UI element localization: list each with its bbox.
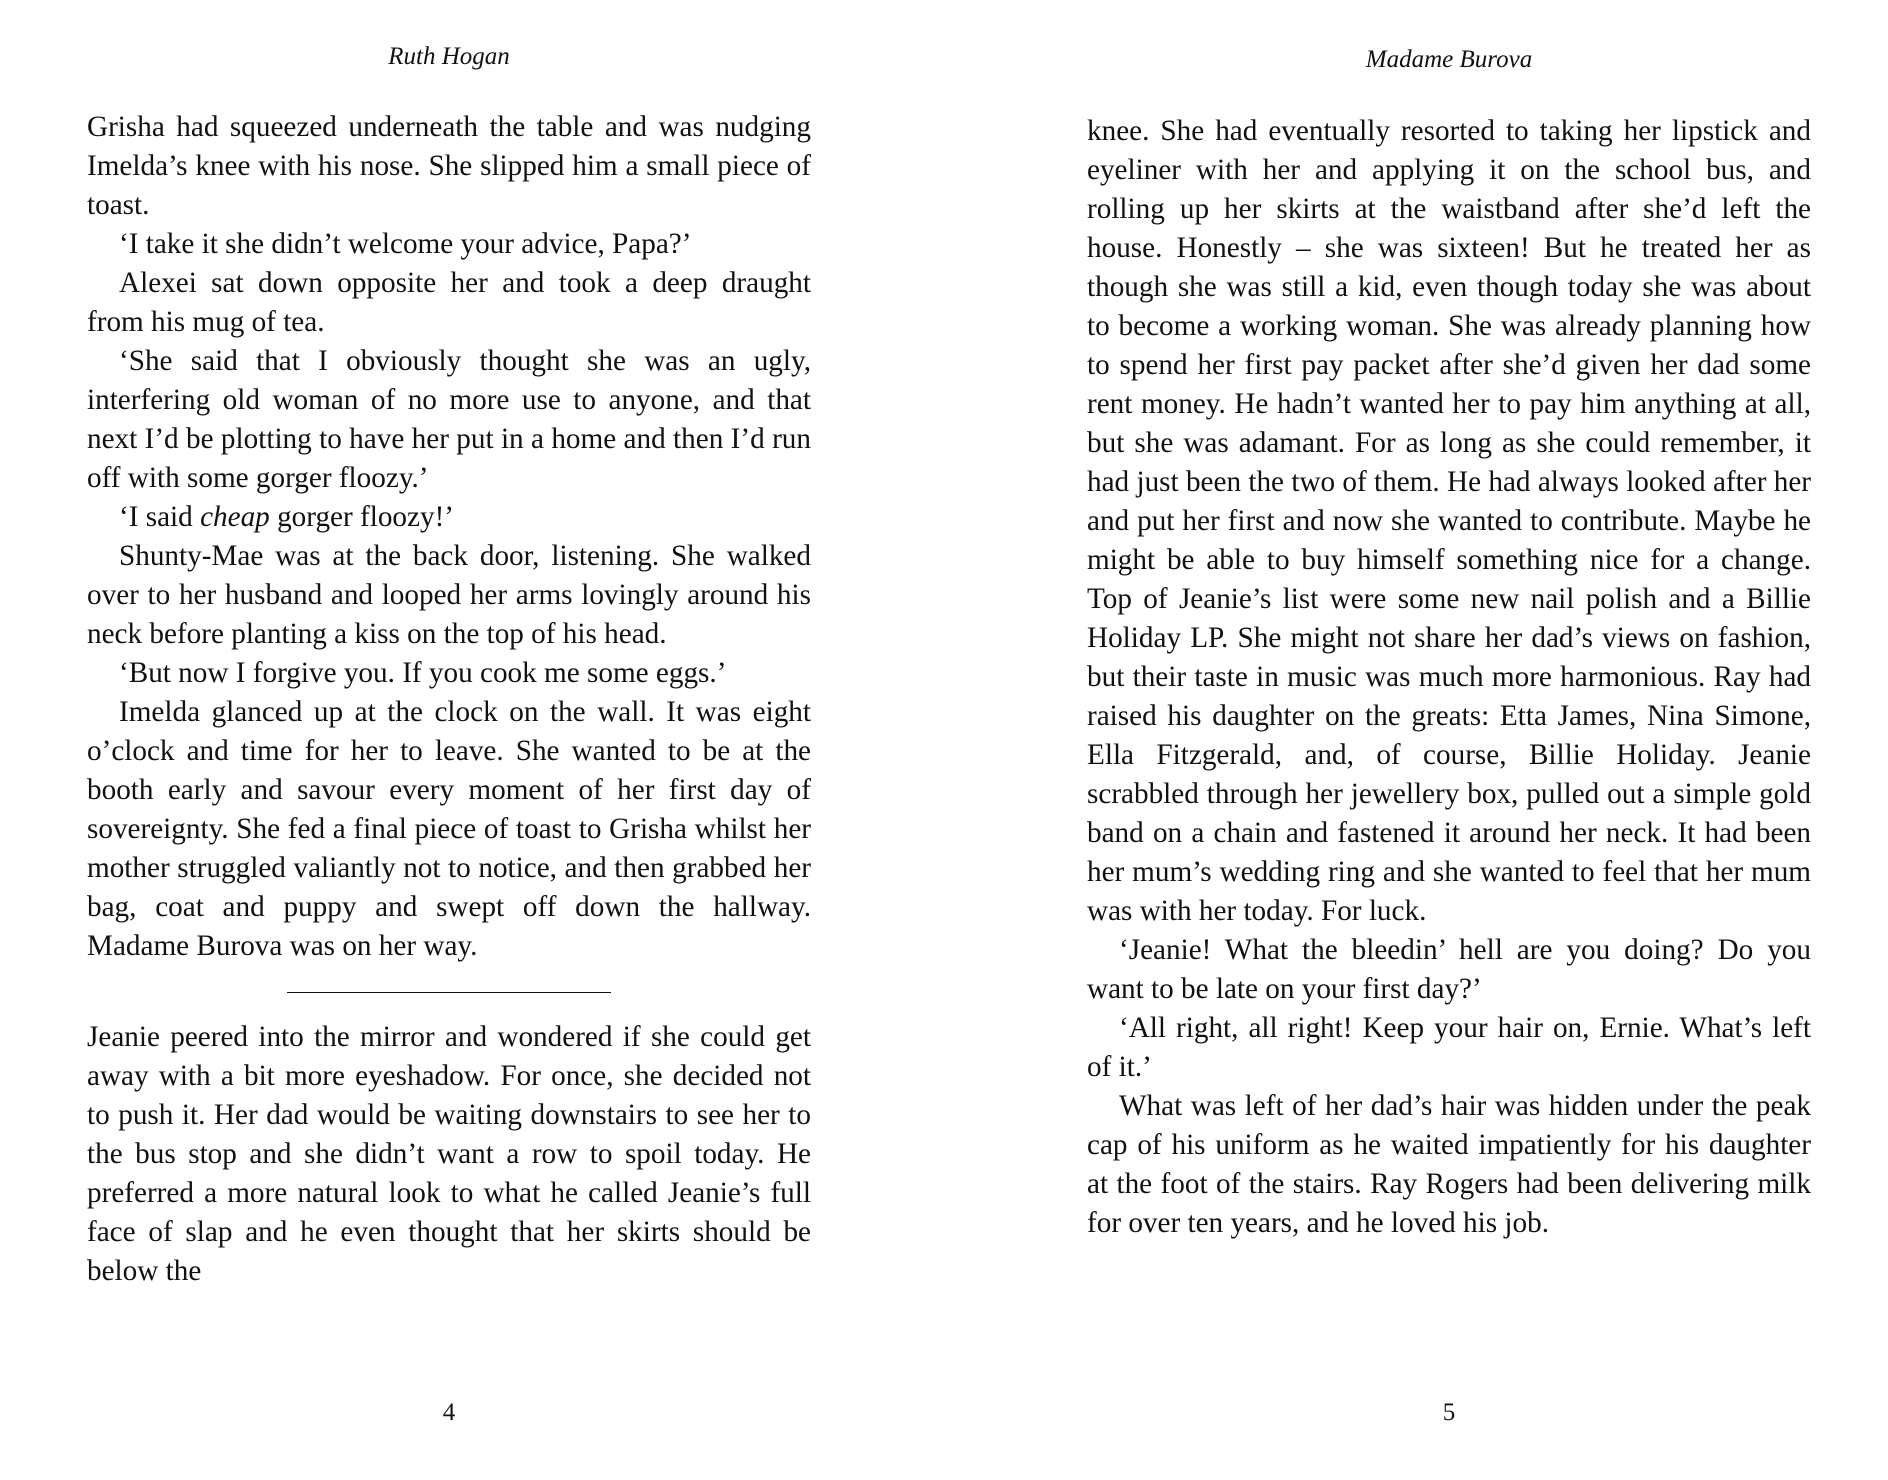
emphasized-word: cheap (200, 501, 270, 533)
paragraph: ‘But now I forgive you. If you cook me some eggs.’ (119, 657, 727, 689)
paragraph: Jeanie peered into the mirror and wondered if she could get away with a bit more eyeshadow. For once, she decided not to push it. Her dad would be waiting downstairs to see her to the bus stop and she didn’t want a row to spoil today. He preferred a more natural look to what he called Jeanie’s full face of slap and he even thought that her skirts should be below the (87, 1021, 811, 1287)
paragraph: ‘She said that I obviously thought she was an ugly, interfering old woman of no more use to anyone, and that next I’d be plotting to have her put in a home and then I’d run off with some gorger floozy.’ (87, 345, 811, 494)
left-page-body (87, 108, 811, 1291)
running-head-author: Ruth Hogan (388, 43, 510, 70)
paragraph: Imelda glanced up at the clock on the wall. It was eight o’clock and time for her to leave. She wanted to be at the booth early and savour every moment of her first day of sovereignty. She fed a final piece of toast to Grisha whilst her mother struggled valiantly not to notice, and then grabbed her bag, coat and puppy and swept off down the hallway. Madame Burova was on her way. (87, 696, 811, 962)
paragraph: ‘All right, all right! Keep your hair on, Ernie. What’s left of it.’ (1087, 1012, 1811, 1083)
left-page (87, 0, 811, 1480)
text-run: gorger floozy!’ (269, 501, 455, 533)
paragraph: ‘I take it she didn’t welcome your advice, Papa?’ (119, 228, 692, 260)
paragraph: Shunty-Mae was at the back door, listening. She walked over to her husband and looped her arms lovingly around his neck before planting a kiss on the top of his head. (87, 540, 811, 650)
paragraph (87, 498, 811, 537)
page-number: 4 (442, 1399, 456, 1426)
paragraph: knee. She had eventually resorted to taking her lipstick and eyeliner with her and applying it on the school bus, and rolling up her skirts at the waistband after she’d left the house. Honestly – she was sixteen! But he treated her as though she was still a kid, even though today she was about to become a working woman. She was already planning how to spend her first pay packet after she’d given her dad some rent money. He hadn’t wanted her to pay him anything at all, but she was adamant. For as long as she could remember, it had just been the two of them. He had always looked after her and put her first and now she wanted to contribute. Maybe he might be able to buy himself something nice for a change. Top of Jeanie’s list were some new nail polish and a Billie Holiday LP. She might not share her dad’s views on fashion, but their taste in music was much more harmonious. Ray had raised his daughter on the greats: Etta James, Nina Simone, Ella Fitzgerald, and, of course, Billie Holiday. Jeanie scrabbled through her jewellery box, pulled out a simple gold band on a chain and fastened it around her neck. It had been her mum’s wedding ring and she wanted to feel that her mum was with her today. For luck. (1087, 115, 1811, 927)
text-run: ‘I said (119, 501, 201, 533)
paragraph: Alexei sat down opposite her and took a deep draught from his mug of tea. (87, 267, 811, 338)
paragraph: ‘Jeanie! What the bleedin’ hell are you doing? Do you want to be late on your first day?’ (1087, 934, 1811, 1005)
paragraph: Grisha had squeezed underneath the table and was nudging Imelda’s knee with his nose. She slipped him a small piece of toast. (87, 111, 811, 221)
paragraph: What was left of her dad’s hair was hidden under the peak cap of his uniform as he waited impatiently for his daughter at the foot of the stairs. Ray Rogers had been delivering milk for over ten years, and he loved his job. (1087, 1090, 1811, 1239)
section-break-rule (287, 992, 611, 993)
right-page (1087, 0, 1811, 1480)
page-number: 5 (1442, 1399, 1456, 1426)
right-page-body (1087, 112, 1811, 1243)
running-head-title: Madame Burova (1365, 46, 1533, 73)
